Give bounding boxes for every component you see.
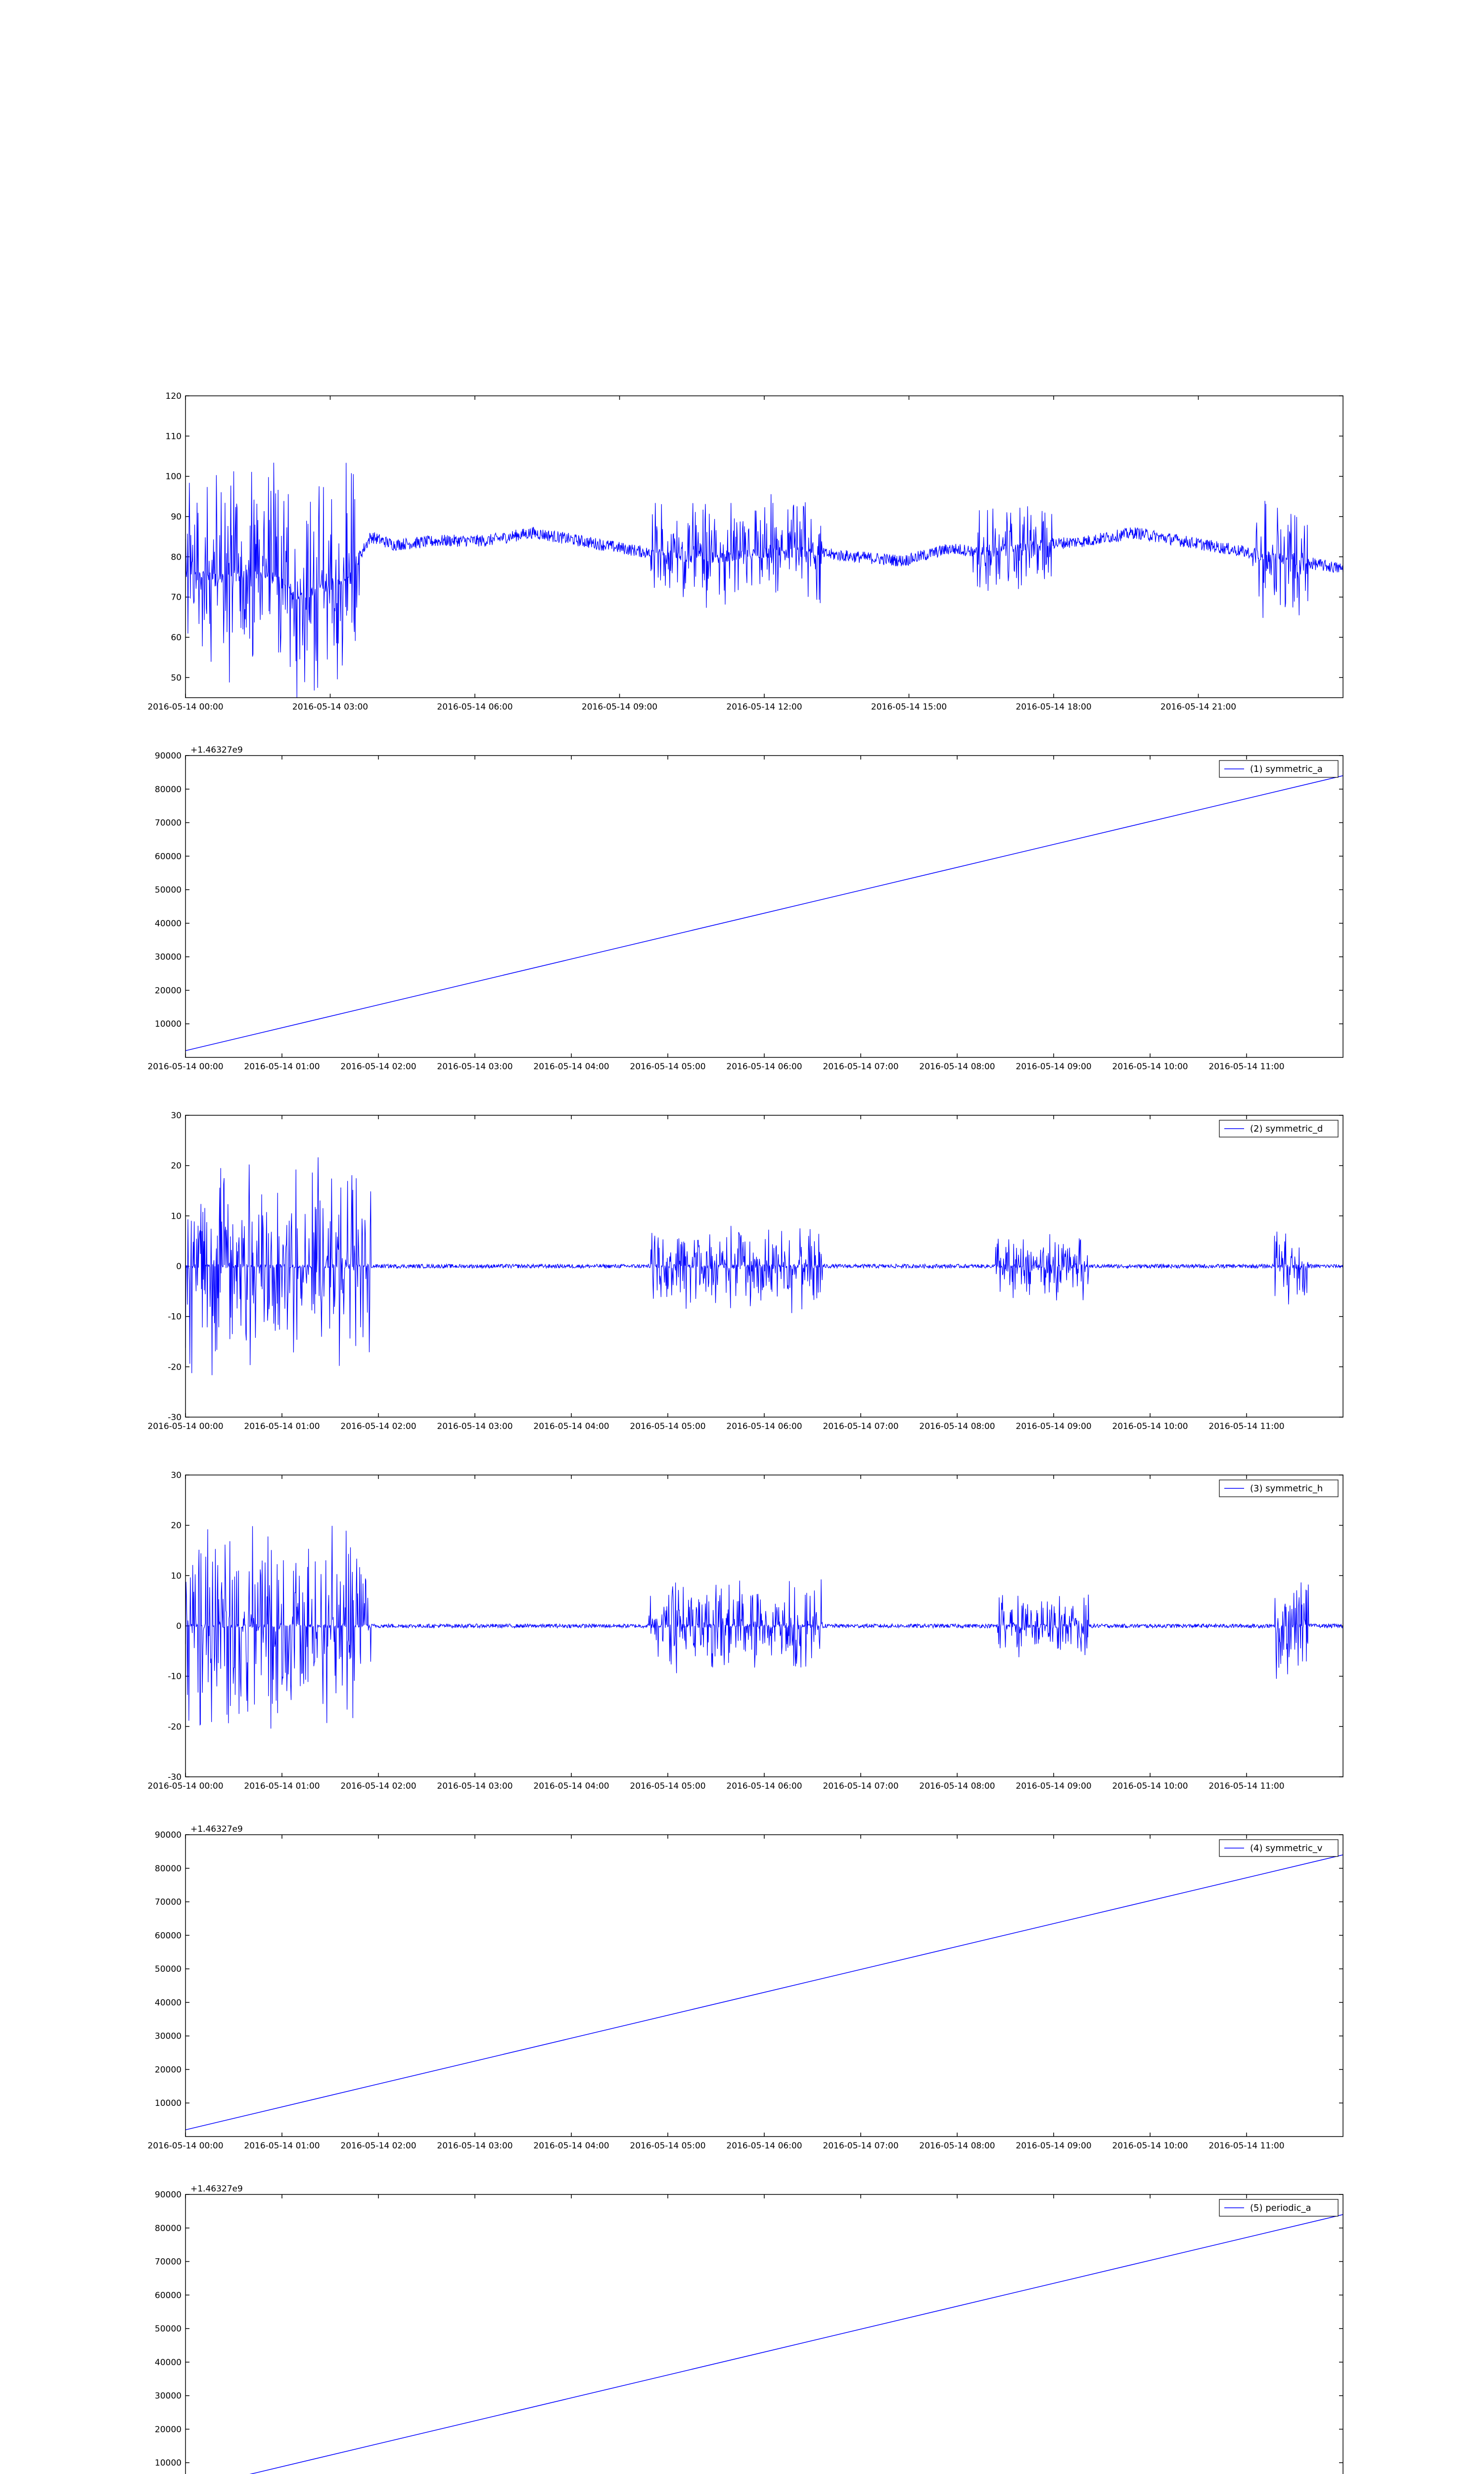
y-tick-label: 70000 [154,1897,182,1907]
y-tick-label: 70000 [154,2257,182,2267]
x-tick-label: 2016-05-14 02:00 [340,1062,417,1072]
x-tick-label: 2016-05-14 08:00 [919,1062,995,1072]
legend-label: (5) periodic_a [1250,2203,1311,2213]
x-tick-label: 2016-05-14 01:00 [244,1781,320,1791]
subplot-3 [147,1111,1343,1431]
y-tick-label: 20 [171,1161,182,1171]
x-tick-label: 2016-05-14 11:00 [1208,1062,1285,1072]
y-tick-label: 30 [171,1111,182,1121]
y-tick-label: 0 [176,1621,182,1631]
x-tick-label: 2016-05-14 05:00 [630,1062,706,1072]
y-tick-label: 70 [171,592,182,603]
x-tick-label: 2016-05-14 06:00 [726,2141,802,2151]
series-line [186,1855,1343,2130]
y-tick-label: 100 [165,472,182,482]
axis-offset-text: +1.46327e9 [190,1824,243,1834]
x-tick-label: 2016-05-14 08:00 [919,1422,995,1431]
y-tick-label: 120 [165,391,182,401]
y-tick-label: 110 [165,431,182,442]
y-tick-label: -30 [168,1772,182,1782]
x-tick-label: 2016-05-14 00:00 [147,1422,224,1431]
x-tick-label: 2016-05-14 03:00 [437,1781,513,1791]
x-tick-label: 2016-05-14 10:00 [1112,2141,1188,2151]
series-line [186,1157,1343,1375]
legend-label: (1) symmetric_a [1250,764,1323,774]
legend [1219,1840,1338,1856]
legend [1219,1480,1338,1497]
x-tick-label: 2016-05-14 09:00 [1016,1781,1092,1791]
series-line [186,463,1343,698]
x-tick-label: 2016-05-14 10:00 [1112,1781,1188,1791]
x-tick-label: 2016-05-14 07:00 [823,1781,899,1791]
x-tick-label: 2016-05-14 04:00 [533,1781,609,1791]
y-tick-label: 50000 [154,885,182,896]
x-tick-label: 2016-05-14 04:00 [533,1422,609,1431]
subplot-1 [147,391,1343,712]
y-tick-label: 40000 [154,918,182,929]
series-line [186,776,1343,1051]
x-tick-label: 2016-05-14 07:00 [823,1422,899,1431]
x-tick-label: 2016-05-14 04:00 [533,2141,609,2151]
y-tick-label: 40000 [154,1998,182,2008]
y-tick-label: -10 [168,1312,182,1322]
x-tick-label: 2016-05-14 09:00 [1016,1422,1092,1431]
subplot-5 [147,1824,1343,2151]
axis-offset-text: +1.46327e9 [190,2184,243,2194]
x-tick-label: 2016-05-14 12:00 [726,702,802,712]
y-tick-label: 80 [171,552,182,563]
y-tick-label: 20 [171,1521,182,1531]
y-tick-label: 30000 [154,2031,182,2042]
x-tick-label: 2016-05-14 03:00 [437,1062,513,1072]
subplot-6 [147,2184,1343,2474]
x-tick-label: 2016-05-14 02:00 [340,2141,417,2151]
y-tick-label: 0 [176,1262,182,1272]
x-tick-label: 2016-05-14 00:00 [147,1062,224,1072]
x-tick-label: 2016-05-14 15:00 [871,702,947,712]
legend-label: (3) symmetric_h [1250,1483,1323,1494]
y-tick-label: 60000 [154,852,182,862]
y-tick-label: 70000 [154,818,182,828]
x-tick-label: 2016-05-14 01:00 [244,1062,320,1072]
y-tick-label: 30000 [154,2391,182,2401]
x-tick-label: 2016-05-14 03:00 [437,2141,513,2151]
y-tick-label: 20000 [154,2065,182,2075]
series-line [186,2215,1343,2474]
x-tick-label: 2016-05-14 09:00 [1016,2141,1092,2151]
x-tick-label: 2016-05-14 04:00 [533,1062,609,1072]
x-tick-label: 2016-05-14 11:00 [1208,1422,1285,1431]
x-tick-label: 2016-05-14 07:00 [823,2141,899,2151]
y-tick-label: 40000 [154,2357,182,2368]
x-tick-label: 2016-05-14 05:00 [630,1781,706,1791]
y-tick-label: 60 [171,633,182,643]
y-tick-label: -20 [168,1362,182,1373]
series-line [186,1526,1343,1729]
y-tick-label: 80000 [154,2223,182,2234]
y-tick-label: 20000 [154,986,182,996]
y-tick-label: 50000 [154,1964,182,1975]
y-tick-label: 30000 [154,952,182,962]
y-tick-label: 90000 [154,751,182,761]
x-tick-label: 2016-05-14 06:00 [726,1422,802,1431]
legend-label: (2) symmetric_d [1250,1124,1323,1134]
y-tick-label: 80000 [154,1863,182,1874]
y-tick-label: 10 [171,1571,182,1581]
y-tick-label: 50000 [154,2324,182,2334]
x-tick-label: 2016-05-14 05:00 [630,2141,706,2151]
x-tick-label: 2016-05-14 00:00 [147,1781,224,1791]
y-tick-label: 90 [171,512,182,522]
legend [1219,761,1338,777]
legend [1219,2199,1338,2216]
x-tick-label: 2016-05-14 01:00 [244,1422,320,1431]
y-tick-label: 60000 [154,2290,182,2301]
y-tick-label: 30 [171,1471,182,1480]
x-tick-label: 2016-05-14 18:00 [1016,702,1092,712]
x-tick-label: 2016-05-14 05:00 [630,1422,706,1431]
x-tick-label: 2016-05-14 03:00 [437,1422,513,1431]
y-tick-label: 10 [171,1211,182,1222]
axis-offset-text: +1.46327e9 [190,745,243,755]
y-tick-label: 50 [171,673,182,683]
x-tick-label: 2016-05-14 06:00 [726,1781,802,1791]
y-tick-label: -10 [168,1671,182,1682]
y-tick-label: 80000 [154,784,182,795]
subplot-4 [147,1471,1343,1791]
axes-frame [186,756,1343,1057]
x-tick-label: 2016-05-14 00:00 [147,2141,224,2151]
y-tick-label: 10000 [154,2458,182,2469]
x-tick-label: 2016-05-14 11:00 [1208,1781,1285,1791]
y-tick-label: 90000 [154,1830,182,1840]
x-tick-label: 2016-05-14 10:00 [1112,1422,1188,1431]
x-tick-label: 2016-05-14 21:00 [1160,702,1237,712]
x-tick-label: 2016-05-14 11:00 [1208,2141,1285,2151]
y-tick-label: 10000 [154,2098,182,2109]
y-tick-label: 10000 [154,1019,182,1030]
axes-frame [186,1835,1343,2137]
x-tick-label: 2016-05-14 06:00 [726,1062,802,1072]
x-tick-label: 2016-05-14 08:00 [919,2141,995,2151]
y-tick-label: 60000 [154,1931,182,1941]
x-tick-label: 2016-05-14 00:00 [147,702,224,712]
x-tick-label: 2016-05-14 07:00 [823,1062,899,1072]
axes-frame [186,2194,1343,2474]
subplot-2 [147,745,1343,1072]
x-tick-label: 2016-05-14 09:00 [1016,1062,1092,1072]
x-tick-label: 2016-05-14 09:00 [581,702,658,712]
x-tick-label: 2016-05-14 02:00 [340,1781,417,1791]
y-tick-label: -20 [168,1722,182,1732]
x-tick-label: 2016-05-14 01:00 [244,2141,320,2151]
legend-label: (4) symmetric_v [1250,1843,1323,1854]
x-tick-label: 2016-05-14 08:00 [919,1781,995,1791]
x-tick-label: 2016-05-14 10:00 [1112,1062,1188,1072]
y-tick-label: 20000 [154,2425,182,2435]
x-tick-label: 2016-05-14 02:00 [340,1422,417,1431]
legend [1219,1120,1338,1137]
x-tick-label: 2016-05-14 06:00 [437,702,513,712]
y-tick-label: -30 [168,1413,182,1423]
x-tick-label: 2016-05-14 03:00 [292,702,369,712]
y-tick-label: 90000 [154,2190,182,2200]
